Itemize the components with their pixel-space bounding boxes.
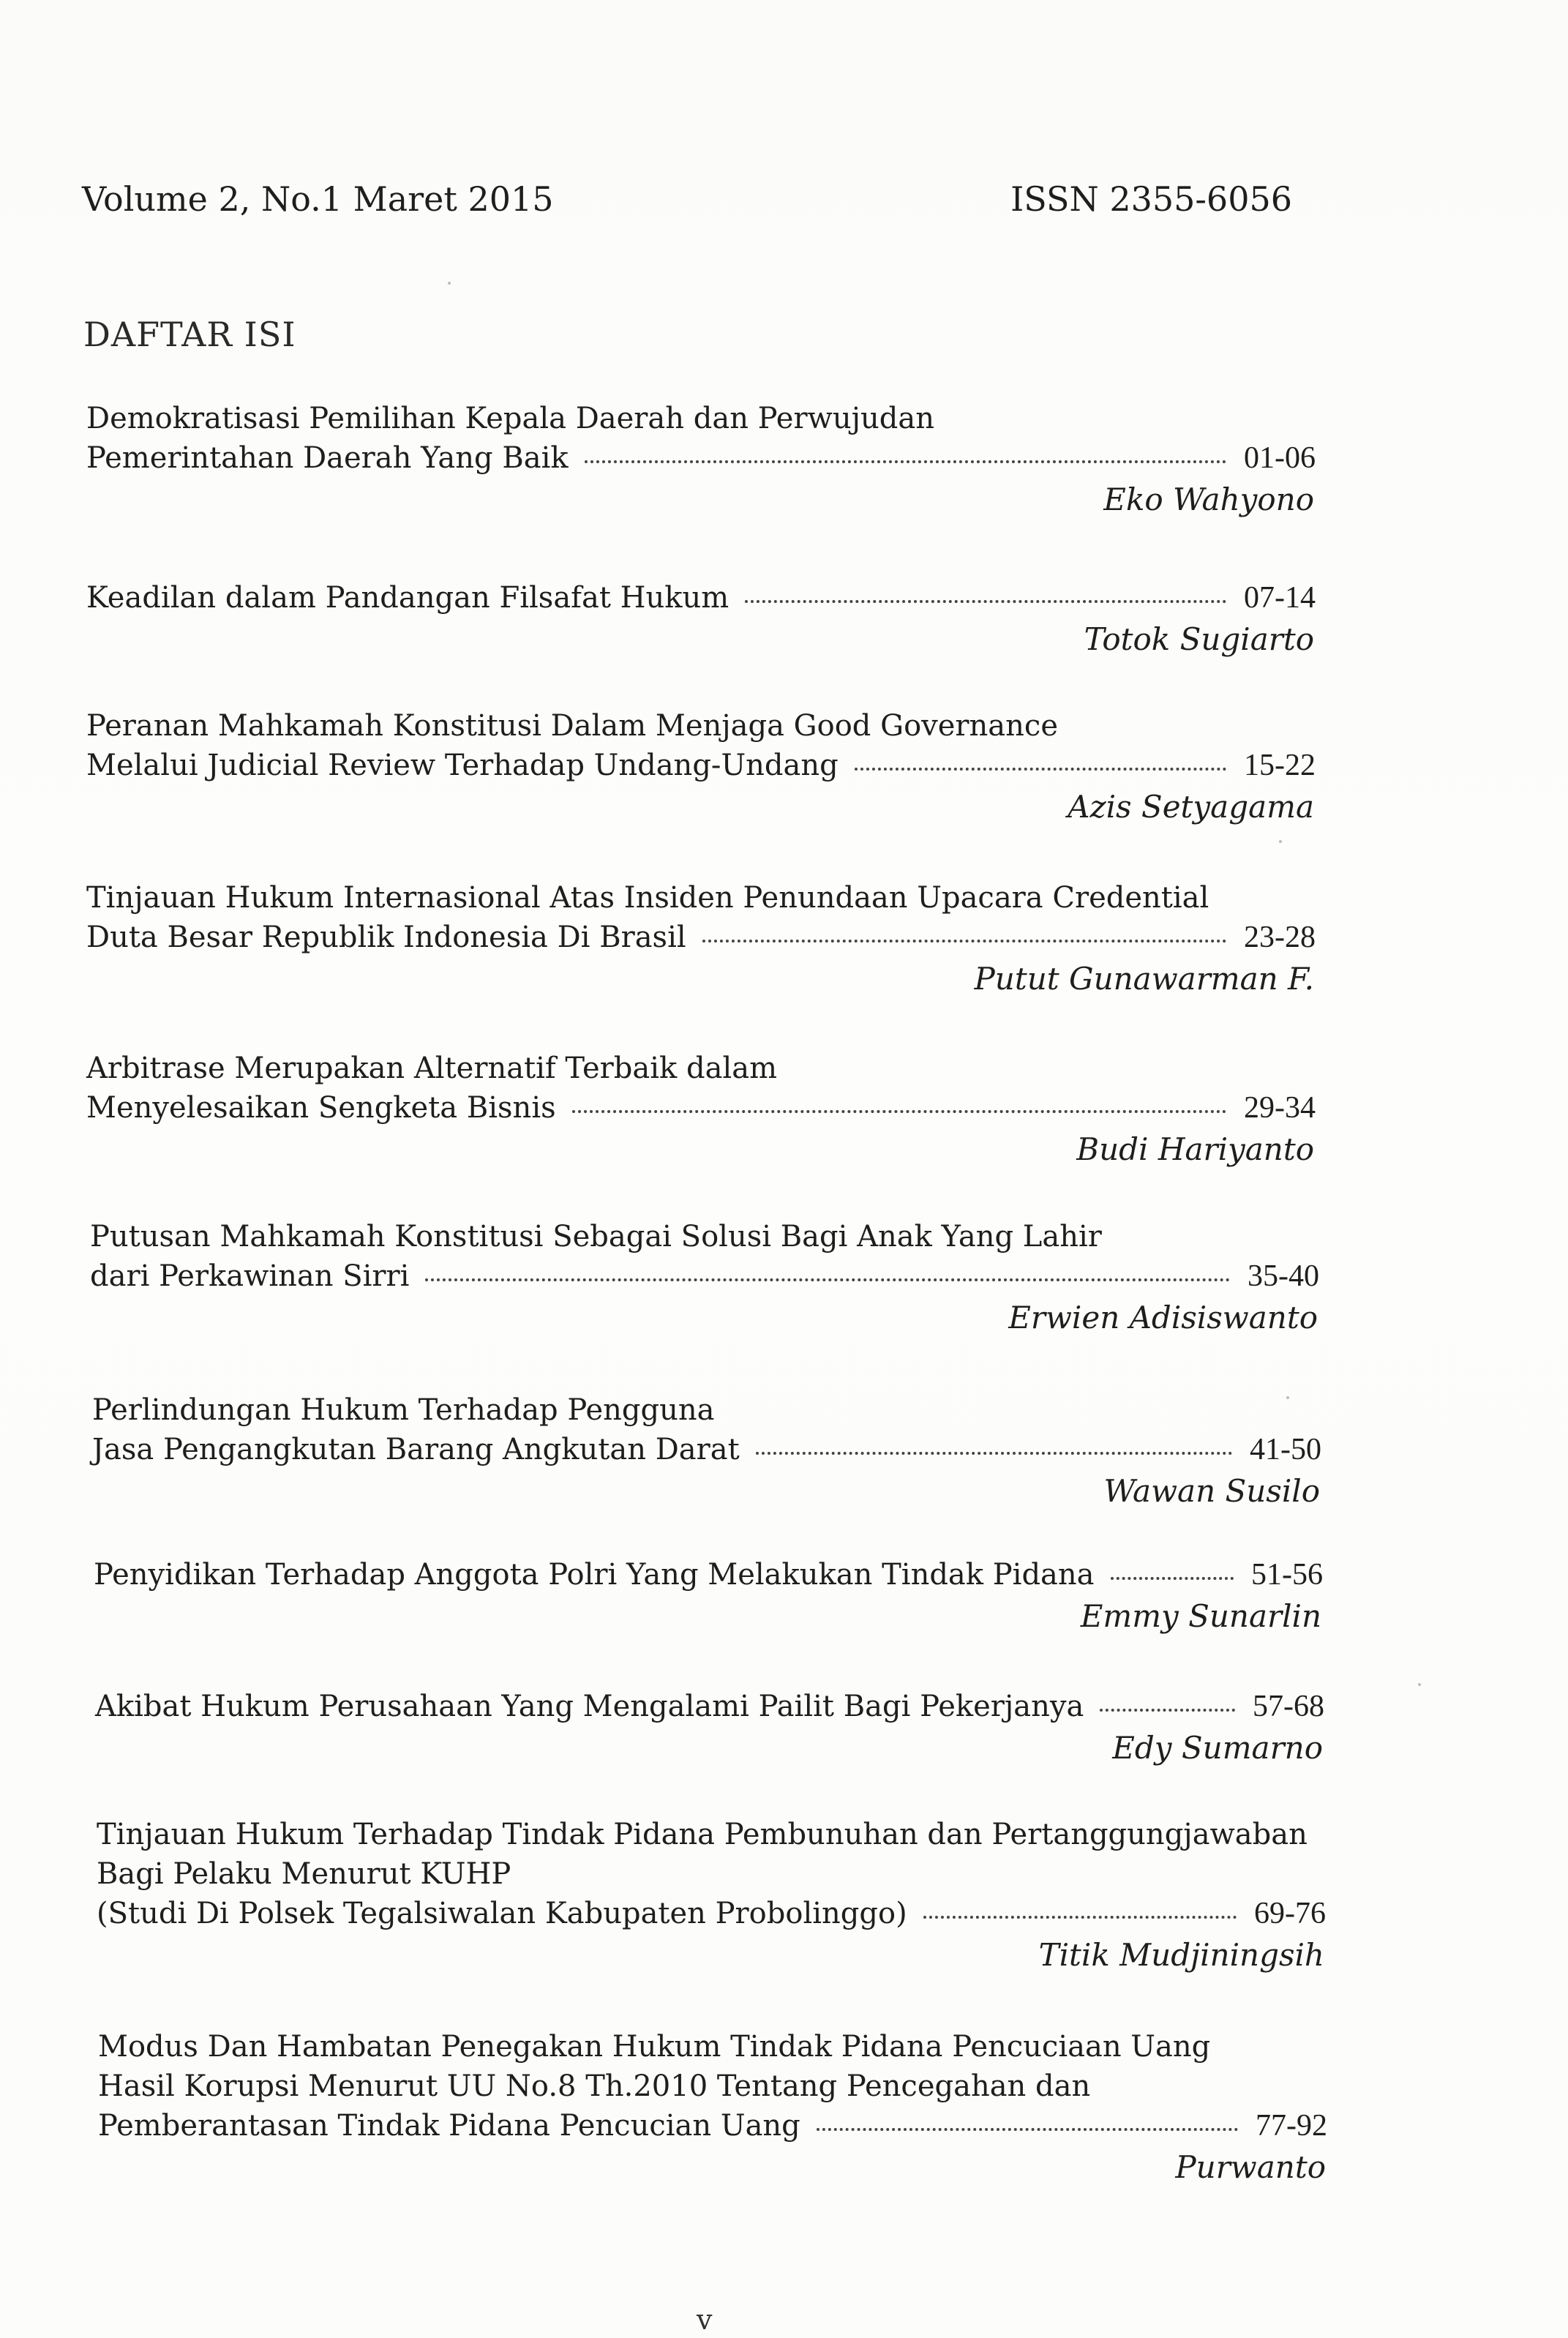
toc-entry-page-range: 29-34 [1244, 1091, 1316, 1125]
toc-entry [98, 2027, 1327, 2189]
toc-entry-title-last-line [92, 1430, 1321, 1469]
toc-entry-page-range: 01-06 [1244, 441, 1316, 475]
toc-entry-title-text: Pemberantasan Tindak Pidana Pencucian Uang [98, 2109, 800, 2143]
toc-entry-author: Wawan Susilo [1103, 1473, 1320, 1509]
toc-entry-author: Budi Hariyanto [1076, 1131, 1314, 1167]
toc-entry-title-line: Hasil Korupsi Menurut UU No.8 Th.2010 Tentang Pencegahan dan [98, 2069, 1091, 2103]
toc-entry-title-last-line [97, 1894, 1326, 1933]
toc-entry-author: Putut Gunawarman F. [974, 961, 1314, 997]
dot-leader [745, 600, 1226, 603]
toc-entry-title-line: Perlindungan Hukum Terhadap Pengguna [92, 1393, 715, 1427]
toc-entry-title-last-line [86, 1088, 1316, 1128]
toc-entry-author: Emmy Sunarlin [1080, 1598, 1321, 1634]
toc-entry [94, 1555, 1323, 1638]
toc-entry-page-range: 07-14 [1244, 581, 1316, 615]
toc-entry-title-text: Pemerintahan Daerah Yang Baik [86, 441, 569, 475]
toc-entry-title-text: Akibat Hukum Perusahaan Yang Mengalami Pailit Bagi Pekerjanya [95, 1690, 1084, 1723]
toc-entry-title-line: Tinjauan Hukum Terhadap Tindak Pidana Pembunuhan dan Pertanggungjawaban [97, 1818, 1308, 1851]
issn-label: ISSN 2355-6056 [1010, 179, 1292, 219]
dot-leader [1100, 1709, 1235, 1712]
toc-entry-title-last-line [94, 1555, 1323, 1595]
toc-entry-page-range: 35-40 [1248, 1259, 1319, 1293]
scan-speck [1286, 1396, 1289, 1399]
toc-entry [86, 399, 1316, 522]
page-number: v [697, 2304, 713, 2336]
toc-entry-author: Purwanto [1175, 2149, 1326, 2185]
dot-leader [425, 1278, 1230, 1281]
toc-entry-author: Titik Mudjiningsih [1038, 1937, 1324, 1973]
toc-entry-title-line: Arbitrase Merupakan Alternatif Terbaik dalam [86, 1052, 778, 1085]
toc-entry-title-text: (Studi Di Polsek Tegalsiwalan Kabupaten Probolinggo) [97, 1897, 907, 1930]
toc-entry [97, 1815, 1326, 1977]
dot-leader [817, 2128, 1238, 2131]
toc-entry-title-last-line [86, 746, 1316, 785]
volume-issue-label: Volume 2, No.1 Maret 2015 [82, 179, 554, 219]
toc-entry-title-line: Putusan Mahkamah Konstitusi Sebagai Solusi Bagi Anak Yang Lahir [90, 1220, 1102, 1254]
toc-entry-title-last-line [90, 1256, 1319, 1296]
toc-entry [86, 878, 1316, 1001]
toc-entry-title-text: Penyidikan Terhadap Anggota Polri Yang Melakukan Tindak Pidana [94, 1558, 1095, 1592]
dot-leader [1111, 1577, 1234, 1580]
dot-leader [702, 940, 1226, 943]
toc-entry-author: Edy Sumarno [1112, 1730, 1323, 1766]
toc-entry-page-range: 23-28 [1244, 921, 1316, 954]
toc-entry-page-range: 69-76 [1254, 1897, 1326, 1930]
toc-entry [86, 706, 1316, 829]
toc-entry-title-last-line [86, 918, 1316, 957]
scan-speck [448, 282, 451, 285]
toc-entry-title-text: Melalui Judicial Review Terhadap Undang-Undang [86, 749, 839, 782]
toc-entry [86, 1049, 1316, 1172]
toc-entry [86, 578, 1316, 662]
toc-entry-title-line: Tinjauan Hukum Internasional Atas Insiden Penundaan Upacara Credential [86, 881, 1209, 915]
toc-entry-title-line: Bagi Pelaku Menurut KUHP [97, 1857, 511, 1891]
toc-entry-page-range: 57-68 [1253, 1690, 1324, 1723]
toc-entry-title-last-line [86, 438, 1316, 478]
toc-entry-title-last-line [98, 2106, 1327, 2146]
toc-entry-title-text: Menyelesaikan Sengketa Bisnis [86, 1091, 556, 1125]
toc-entry [90, 1217, 1319, 1340]
toc-entry-title-line: Modus Dan Hambatan Penegakan Hukum Tindak Pidana Pencuciaan Uang [98, 2030, 1211, 2064]
dot-leader [585, 460, 1226, 463]
toc-entry-page-range: 77-92 [1256, 2109, 1327, 2143]
toc-entry-page-range: 41-50 [1250, 1433, 1321, 1466]
dot-leader [756, 1452, 1232, 1455]
toc-entry-page-range: 15-22 [1244, 749, 1316, 782]
toc-entry-page-range: 51-56 [1251, 1558, 1323, 1592]
toc-entry-author: Totok Sugiarto [1084, 621, 1314, 657]
toc-entry-title-last-line [95, 1687, 1324, 1726]
dot-leader [855, 768, 1226, 771]
dot-leader [923, 1916, 1237, 1919]
toc-entry-title-line: Peranan Mahkamah Konstitusi Dalam Menjaga Good Governance [86, 709, 1058, 743]
toc-entry-title-text: Duta Besar Republik Indonesia Di Brasil [86, 921, 686, 954]
toc-entry-title-text: dari Perkawinan Sirri [90, 1259, 410, 1293]
dot-leader [572, 1110, 1226, 1113]
toc-entry [92, 1390, 1321, 1513]
journal-header [82, 179, 1292, 223]
toc-entry [95, 1687, 1324, 1770]
toc-heading: DAFTAR ISI [83, 315, 296, 354]
scan-speck [1418, 1683, 1421, 1686]
toc-entry-title-text: Keadilan dalam Pandangan Filsafat Hukum [86, 581, 729, 615]
toc-entry-title-line: Demokratisasi Pemilihan Kepala Daerah dan Perwujudan [86, 402, 934, 435]
toc-entry-author: Eko Wahyono [1103, 482, 1314, 517]
toc-entry-title-last-line [86, 578, 1316, 618]
toc-entry-title-text: Jasa Pengangkutan Barang Angkutan Darat [92, 1433, 740, 1466]
toc-entry-author: Erwien Adisiswanto [1008, 1300, 1318, 1335]
toc-entry-author: Azis Setyagama [1068, 789, 1314, 825]
scan-speck [1279, 840, 1282, 843]
